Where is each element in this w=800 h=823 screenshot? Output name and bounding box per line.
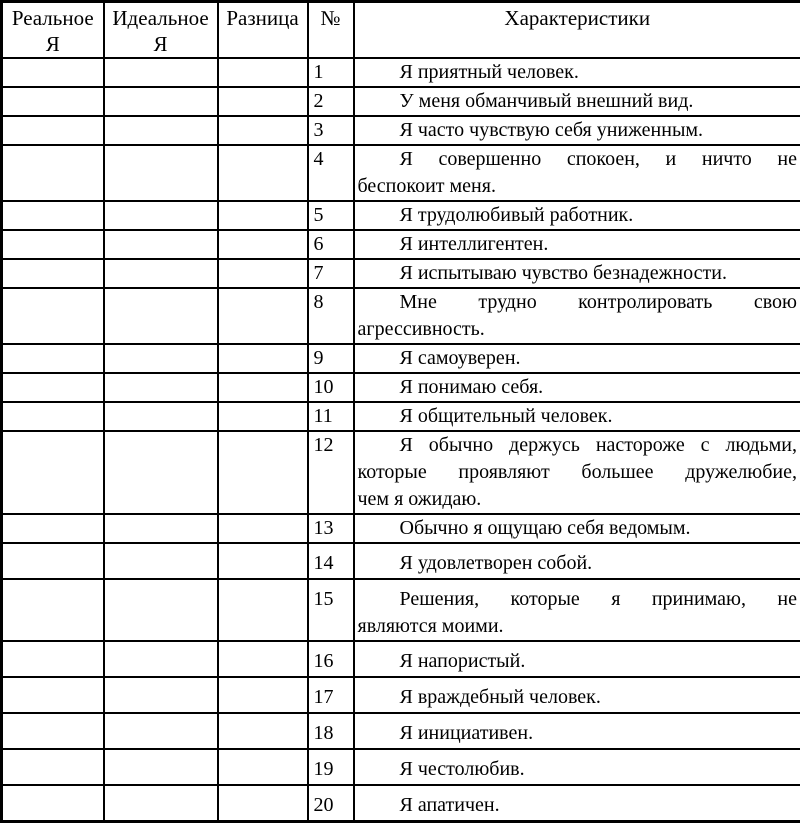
row-number: 3	[308, 116, 354, 145]
characteristic-line: Я самоуверен.	[358, 345, 798, 372]
real-self-cell	[2, 230, 104, 259]
characteristic-line: Я интеллигентен.	[358, 231, 798, 258]
difference-cell	[218, 87, 308, 116]
row-number: 12	[308, 431, 354, 514]
characteristic-line: Мне трудно контролировать свою	[358, 289, 798, 316]
table-row	[2, 373, 800, 402]
characteristic-text	[354, 116, 800, 145]
characteristic-line: Обычно я ощущаю себя ведомым.	[358, 515, 798, 542]
table-body	[2, 58, 800, 821]
col-header-difference: Разница	[218, 2, 308, 59]
difference-cell	[218, 677, 308, 713]
difference-cell	[218, 749, 308, 785]
table-row	[2, 749, 800, 785]
table-row	[2, 58, 800, 87]
row-number: 11	[308, 402, 354, 431]
real-self-cell	[2, 373, 104, 402]
real-self-cell	[2, 785, 104, 821]
ideal-self-cell	[104, 58, 218, 87]
characteristic-line: У меня обманчивый внешний вид.	[358, 88, 798, 115]
ideal-self-cell	[104, 259, 218, 288]
characteristic-text	[354, 431, 800, 514]
characteristic-line: Решения, которые я принимаю, не	[358, 586, 798, 613]
real-self-cell	[2, 288, 104, 344]
ideal-self-cell	[104, 288, 218, 344]
ideal-self-cell	[104, 579, 218, 641]
difference-cell	[218, 230, 308, 259]
difference-cell	[218, 579, 308, 641]
characteristic-text	[354, 58, 800, 87]
characteristic-line: Я общительный человек.	[358, 403, 798, 430]
difference-cell	[218, 402, 308, 431]
characteristic-text	[354, 259, 800, 288]
ideal-self-cell	[104, 749, 218, 785]
real-self-cell	[2, 259, 104, 288]
difference-cell	[218, 116, 308, 145]
characteristic-text	[354, 579, 800, 641]
characteristic-line: Я приятный человек.	[358, 59, 798, 86]
characteristic-line: чем я ожидаю.	[358, 486, 798, 513]
ideal-self-cell	[104, 87, 218, 116]
real-self-cell	[2, 402, 104, 431]
difference-cell	[218, 145, 308, 201]
table-row	[2, 230, 800, 259]
ideal-self-cell	[104, 145, 218, 201]
ideal-self-cell	[104, 543, 218, 579]
col-header-number: №	[308, 2, 354, 59]
characteristic-text	[354, 543, 800, 579]
table-row	[2, 677, 800, 713]
row-number: 10	[308, 373, 354, 402]
characteristic-line: являются моими.	[358, 613, 798, 640]
table-row	[2, 514, 800, 543]
ideal-self-cell	[104, 431, 218, 514]
characteristic-line: которые проявляют большее дружелюбие,	[358, 459, 798, 486]
difference-cell	[218, 288, 308, 344]
row-number: 2	[308, 87, 354, 116]
real-self-cell	[2, 431, 104, 514]
table-row	[2, 116, 800, 145]
characteristic-text	[354, 87, 800, 116]
characteristic-text	[354, 344, 800, 373]
characteristic-line: Я понимаю себя.	[358, 374, 798, 401]
difference-cell	[218, 431, 308, 514]
col-header-characteristics: Характеристики	[354, 2, 800, 59]
characteristic-text	[354, 201, 800, 230]
row-number: 17	[308, 677, 354, 713]
difference-cell	[218, 514, 308, 543]
difference-cell	[218, 543, 308, 579]
characteristic-text	[354, 288, 800, 344]
col-header-ideal-self: Идеальное Я	[104, 2, 218, 59]
header-row	[2, 2, 800, 59]
row-number: 4	[308, 145, 354, 201]
ideal-self-cell	[104, 230, 218, 259]
row-number: 5	[308, 201, 354, 230]
characteristic-text	[354, 373, 800, 402]
difference-cell	[218, 373, 308, 402]
characteristic-text	[354, 749, 800, 785]
row-number: 19	[308, 749, 354, 785]
characteristic-line: Я инициативен.	[358, 720, 798, 747]
row-number: 18	[308, 713, 354, 749]
difference-cell	[218, 785, 308, 821]
row-number: 8	[308, 288, 354, 344]
characteristic-text	[354, 785, 800, 821]
real-self-cell	[2, 579, 104, 641]
real-self-cell	[2, 116, 104, 145]
col-header-real-self: Реальное Я	[2, 2, 104, 59]
real-self-cell	[2, 514, 104, 543]
real-self-cell	[2, 677, 104, 713]
characteristic-text	[354, 641, 800, 677]
ideal-self-cell	[104, 641, 218, 677]
characteristic-line: Я удовлетворен собой.	[358, 550, 798, 577]
row-number: 6	[308, 230, 354, 259]
characteristic-line: Я совершенно спокоен, и ничто не	[358, 146, 798, 173]
table-row	[2, 641, 800, 677]
characteristic-line: Я испытываю чувство безнадежности.	[358, 260, 798, 287]
table-row	[2, 259, 800, 288]
characteristic-line: Я враждебный человек.	[358, 684, 798, 711]
characteristic-text	[354, 677, 800, 713]
table-row	[2, 785, 800, 821]
characteristic-line: Я обычно держусь настороже с людьми,	[358, 432, 798, 459]
ideal-self-cell	[104, 201, 218, 230]
table-row	[2, 579, 800, 641]
difference-cell	[218, 259, 308, 288]
table-row	[2, 145, 800, 201]
real-self-cell	[2, 641, 104, 677]
real-self-cell	[2, 201, 104, 230]
difference-cell	[218, 641, 308, 677]
row-number: 16	[308, 641, 354, 677]
characteristic-text	[354, 145, 800, 201]
row-number: 1	[308, 58, 354, 87]
characteristic-text	[354, 514, 800, 543]
table-row	[2, 713, 800, 749]
difference-cell	[218, 58, 308, 87]
characteristic-text	[354, 713, 800, 749]
table-row	[2, 431, 800, 514]
table-row	[2, 344, 800, 373]
table-row	[2, 543, 800, 579]
real-self-cell	[2, 543, 104, 579]
real-self-cell	[2, 145, 104, 201]
ideal-self-cell	[104, 677, 218, 713]
ideal-self-cell	[104, 514, 218, 543]
difference-cell	[218, 713, 308, 749]
real-self-cell	[2, 87, 104, 116]
characteristic-line: Я напористый.	[358, 648, 798, 675]
row-number: 13	[308, 514, 354, 543]
characteristic-line: Я часто чувствую себя униженным.	[358, 117, 798, 144]
table-row	[2, 201, 800, 230]
ideal-self-cell	[104, 373, 218, 402]
row-number: 14	[308, 543, 354, 579]
table-row	[2, 288, 800, 344]
difference-cell	[218, 201, 308, 230]
row-number: 7	[308, 259, 354, 288]
table-row	[2, 87, 800, 116]
characteristic-text	[354, 230, 800, 259]
real-self-cell	[2, 344, 104, 373]
characteristic-line: Я трудолюбивый работник.	[358, 202, 798, 229]
characteristic-line: агрессивность.	[358, 316, 798, 343]
ideal-self-cell	[104, 785, 218, 821]
characteristic-text	[354, 402, 800, 431]
characteristic-line: беспокоит меня.	[358, 173, 798, 200]
table-header	[2, 2, 800, 59]
row-number: 9	[308, 344, 354, 373]
row-number: 15	[308, 579, 354, 641]
real-self-cell	[2, 749, 104, 785]
real-self-cell	[2, 713, 104, 749]
ideal-self-cell	[104, 344, 218, 373]
ideal-self-cell	[104, 116, 218, 145]
row-number: 20	[308, 785, 354, 821]
characteristic-line: Я честолюбив.	[358, 756, 798, 783]
real-self-cell	[2, 58, 104, 87]
ideal-self-cell	[104, 713, 218, 749]
ideal-self-cell	[104, 402, 218, 431]
difference-cell	[218, 344, 308, 373]
table-row	[2, 402, 800, 431]
characteristic-line: Я апатичен.	[358, 792, 798, 819]
